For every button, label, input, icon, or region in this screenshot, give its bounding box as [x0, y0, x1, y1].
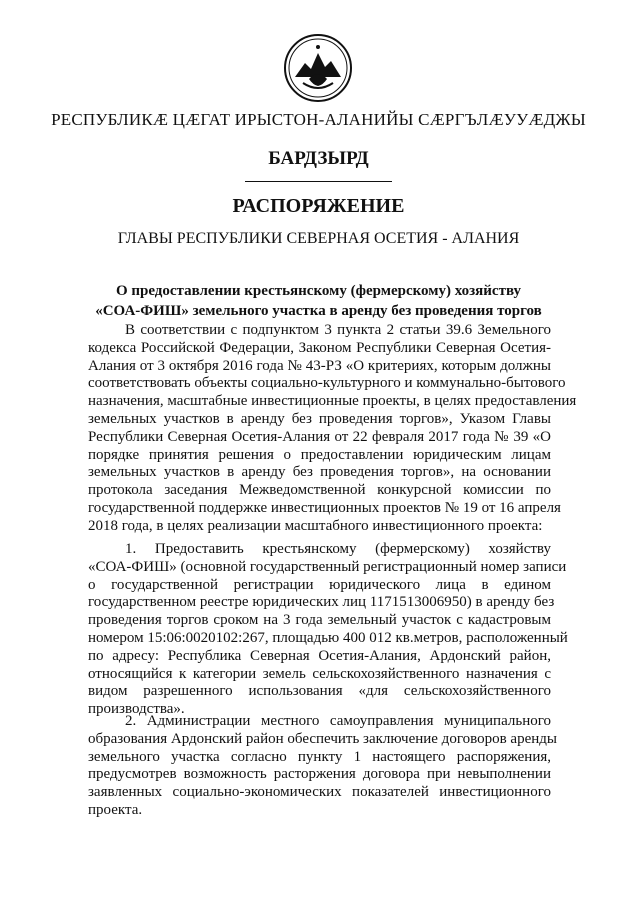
paragraph-line: земельных участков в аренду без проведения торгов», Указом Главы	[88, 410, 551, 427]
paragraph-line: В соответствии с подпунктом 3 пункта 2 статьи 39.6 Земельного	[125, 322, 551, 338]
document-heading-line: «СОА-ФИШ» земельного участка в аренду без проведения торгов	[95, 303, 542, 319]
paragraph-line: государственной поддержке инвестиционных проектов № 19 от 16 апреля	[88, 499, 561, 516]
paragraph-line: назначения, масштабные инвестиционные проекты, в целях предоставления	[88, 393, 577, 410]
paragraph-line: 2. Администрации местного самоуправления муниципального	[125, 713, 551, 729]
republic-name: РЕСПУБЛИКӔ ЦӔГАТ ИРЫСТОН-АЛАНИЙЫ СӔРГЪЛӔУУӔДЖЫ	[51, 110, 586, 129]
paragraph-line: государственном реестре юридических лиц 1171513006950) в аренду без	[88, 594, 555, 611]
paragraph-line: производства».	[88, 701, 185, 718]
paragraph-line: проекта.	[88, 801, 143, 818]
paragraph-line: «СОА-ФИШ» (основной государственный регистрационный номер записи	[88, 558, 567, 575]
paragraph-line: по адресу: Республика Северная Осетия-Алания, Ардонский район,	[88, 647, 551, 664]
paragraph-line: протокола заседания Межведомственной конкурсной комиссии по	[88, 482, 551, 499]
paragraph-line: соответствовать объекты социально-культурного и коммунально-бытового	[88, 375, 566, 392]
paragraph-line: 1. Предоставить крестьянскому (фермерскому) хозяйству	[125, 541, 551, 557]
paragraph-line: Республики Северная Осетия-Алания от 22 февраля 2017 года № 39 «О	[88, 428, 551, 445]
paragraph-item-1	[88, 541, 568, 719]
document-subtitle: ГЛАВЫ РЕСПУБЛИКИ СЕВЕРНАЯ ОСЕТИЯ - АЛАНИЯ	[117, 230, 520, 247]
title-divider	[245, 181, 392, 182]
paragraph-line: порядке принятия решения о предоставлении юридическим лицам	[88, 446, 551, 463]
document-heading	[85, 281, 552, 321]
paragraph-line: 2018 года, в целях реализации масштабного инвестиционного проекта:	[88, 517, 543, 534]
paragraph-item-2	[88, 713, 557, 820]
paragraph-line: кодекса Российской Федерации, Законом Республики Северная Осетия-	[88, 339, 551, 356]
paragraph-line: земельных участков в аренду без проведения торгов», на основании	[88, 464, 551, 481]
document-heading-line: О предоставлении крестьянскому (фермерскому) хозяйству	[115, 283, 522, 299]
paragraph-line: образования Ардонский район обеспечить заключение договоров аренды	[88, 730, 557, 747]
paragraph-line: видом разрешенного использования «для сельскохозяйственного	[88, 683, 551, 700]
document-title-russian: РАСПОРЯЖЕНИЕ	[232, 195, 405, 217]
paragraph-line: земельного участка согласно пункту 1 настоящего распоряжения,	[88, 748, 551, 765]
paragraph-line: номером 15:06:0020102:267, площадью 400 012 кв.метров, расположенный	[88, 629, 568, 646]
republic-emblem-icon	[283, 33, 353, 103]
paragraph-line: Алания от 3 октября 2016 года № 43-РЗ «О критериях, которым должны	[88, 357, 551, 374]
paragraph-line: заявленных социально-экономических показателей инвестиционного	[88, 784, 551, 801]
paragraph-preamble	[88, 322, 577, 536]
document-title-ossetian: БАРДЗЫРД	[268, 148, 369, 169]
paragraph-line: предусмотрев возможность расторжения договора при невыполнении	[88, 766, 551, 783]
paragraph-line: проведения торгов сроком на 3 года земельный участок с кадастровым	[88, 612, 551, 629]
paragraph-line: относящийся к категории земель сельскохозяйственного назначения с	[88, 665, 551, 682]
paragraph-line: о государственной регистрации юридического лица в едином	[88, 576, 551, 593]
